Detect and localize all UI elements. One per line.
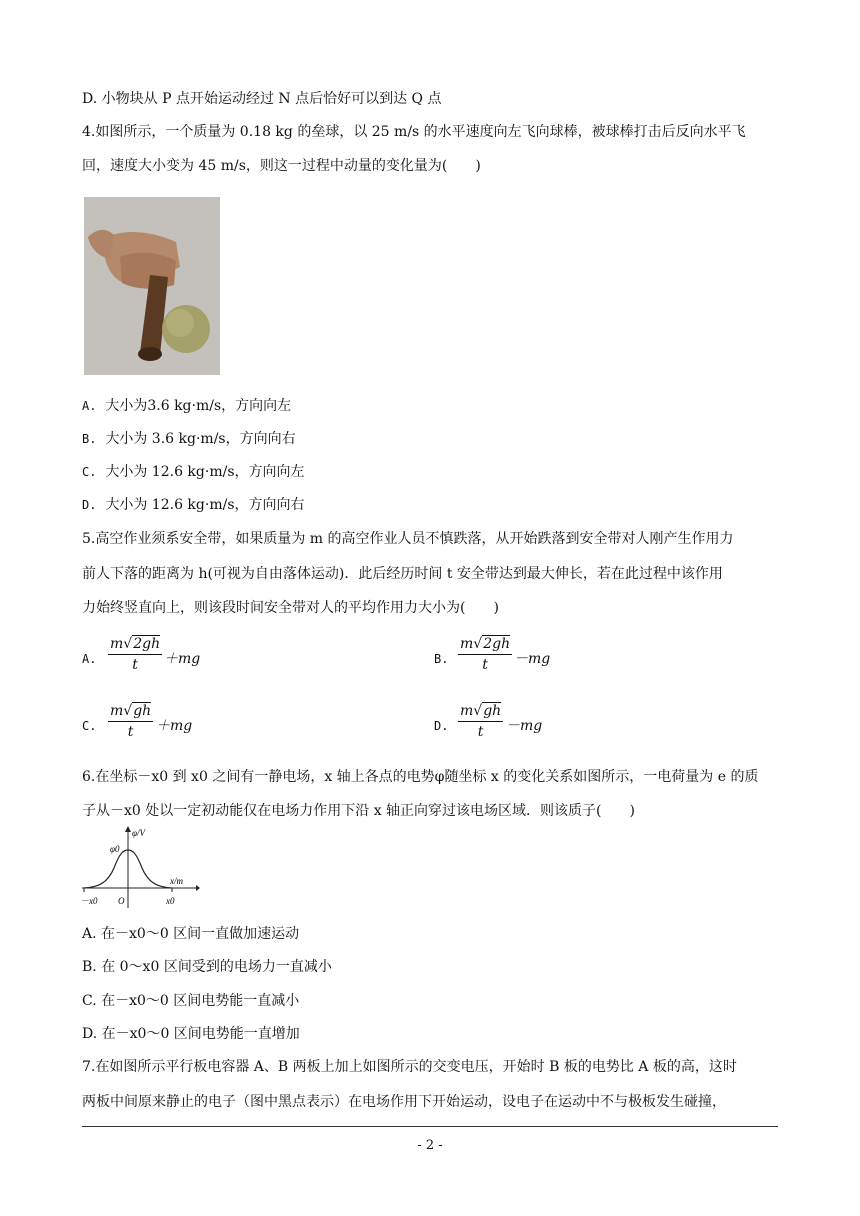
radicand: 2gh (483, 636, 511, 652)
x-axis-label: x/m (170, 876, 183, 886)
option-label: D. (82, 498, 97, 512)
option-label: C. (82, 993, 97, 1009)
q4-stem-line1: 4.如图所示，一个质量为 0.18 kg 的垒球，以 25 m/s 的水平速度向左飞向球棒，被球棒打击后反向水平飞 (82, 124, 746, 140)
option-text: 在－x0～0 区间电势能一直减小 (101, 993, 300, 1009)
q4-option-b (82, 429, 296, 449)
q7-stem-line2: 两板中间原来静止的电子（图中黑点表示）在电场作用下开始运动，设电子在运动中不与极板发生碰撞， (82, 1094, 726, 1110)
q7-stem-line1: 7.在如图所示平行板电容器 A、B 两板上加上如图所示的交变电压，开始时 B 板的电势比 A 板的高，这时 (82, 1059, 737, 1075)
potential-graph (80, 824, 200, 912)
page-number: - 2 - (417, 1138, 443, 1153)
numerator-m: m (110, 703, 124, 719)
numerator-m: m (460, 636, 474, 652)
q5-option-a-fraction: $\frac{m√2gh}{t}$ (110, 636, 161, 673)
denominator: t (482, 657, 488, 673)
q5-option-d-label: D. (434, 719, 449, 733)
option-label: D. (82, 1026, 98, 1042)
q6-option-a (82, 924, 299, 944)
y-tick-label: φ0 (110, 844, 120, 854)
radicand: gh (483, 703, 502, 719)
option-text: 在 0～x0 区间受到的电场力一直减小 (101, 959, 332, 975)
x-right-label: x0 (166, 896, 175, 906)
denominator: t (132, 657, 138, 673)
q5-option-a-tail: ＋mg (164, 651, 201, 667)
q4-option-c (82, 462, 305, 482)
q5-option-c-fraction: $\frac{m√gh}{t}$ (110, 703, 152, 740)
q6-option-d (82, 1024, 300, 1044)
option-text: 大小为 3.6 kg·m/s，方向向右 (105, 431, 296, 447)
numerator-m: m (460, 703, 474, 719)
option-text: 大小为 12.6 kg·m/s，方向向左 (105, 464, 305, 480)
option-label: A. (82, 399, 97, 413)
q5-option-c-tail: ＋mg (156, 718, 193, 734)
q5-option-c-label: C. (82, 719, 97, 733)
y-axis-label: φ/V (132, 828, 145, 838)
q6-stem-line2: 子从－x0 处以一定初动能仅在电场力作用下沿 x 轴正向穿过该电场区域．则该质子( ) (82, 803, 635, 819)
q6-option-c (82, 991, 299, 1011)
q5-stem-line3: 力始终竖直向上，则该段时间安全带对人的平均作用力大小为( ) (82, 600, 499, 616)
q5-stem-line2: 前人下落的距离为 h(可视为自由落体运动)．此后经历时间 t 安全带达到最大伸长，若在此过程中该作用 (82, 566, 723, 582)
q6-option-b (82, 957, 332, 977)
denominator: t (477, 724, 484, 740)
footer-divider (82, 1126, 778, 1127)
q5-option-b-tail: －mg (514, 651, 551, 667)
option-text: 大小为3.6 kg·m/s，方向向左 (105, 398, 292, 414)
q5-option-d-tail: －mg (506, 718, 543, 734)
q3-option-d: D. 小物块从 P 点开始运动经过 N 点后恰好可以到达 Q 点 (82, 91, 442, 107)
baseball-bat-photo (84, 197, 220, 375)
radicand: gh (133, 703, 152, 719)
x-left-label: －x0 (80, 896, 98, 906)
q5-option-b-fraction: $\frac{m√2gh}{t}$ (460, 636, 511, 673)
radicand: 2gh (133, 636, 161, 652)
q5-stem-line1: 5.高空作业须系安全带，如果质量为 m 的高空作业人员不慎跌落，从开始跌落到安全带对人刚产生作用力 (82, 531, 734, 547)
numerator-m: m (110, 636, 124, 652)
q6-stem-line1: 6.在坐标－x0 到 x0 之间有一静电场，x 轴上各点的电势φ随坐标 x 的变化关系如图所示，一电荷量为 e 的质 (82, 769, 759, 785)
option-text: 在－x0～0 区间电势能一直增加 (101, 1026, 300, 1042)
q4-option-d (82, 495, 305, 515)
option-text: 大小为 12.6 kg·m/s，方向向右 (105, 497, 305, 513)
denominator: t (127, 724, 134, 740)
q5-option-b-label: B. (434, 652, 449, 666)
option-label: B. (82, 432, 97, 446)
option-text: 在－x0～0 区间一直做加速运动 (101, 926, 300, 942)
option-label: A. (82, 926, 97, 942)
q4-stem-line2: 回，速度大小变为 45 m/s，则这一过程中动量的变化量为( ) (82, 158, 481, 174)
option-label: C. (82, 465, 97, 479)
q4-option-a (82, 396, 291, 416)
q5-option-a-label: A. (82, 652, 97, 666)
option-label: B. (82, 959, 97, 975)
q5-option-d-fraction: $\frac{m√gh}{t}$ (460, 703, 502, 740)
origin-label: O (118, 896, 125, 906)
